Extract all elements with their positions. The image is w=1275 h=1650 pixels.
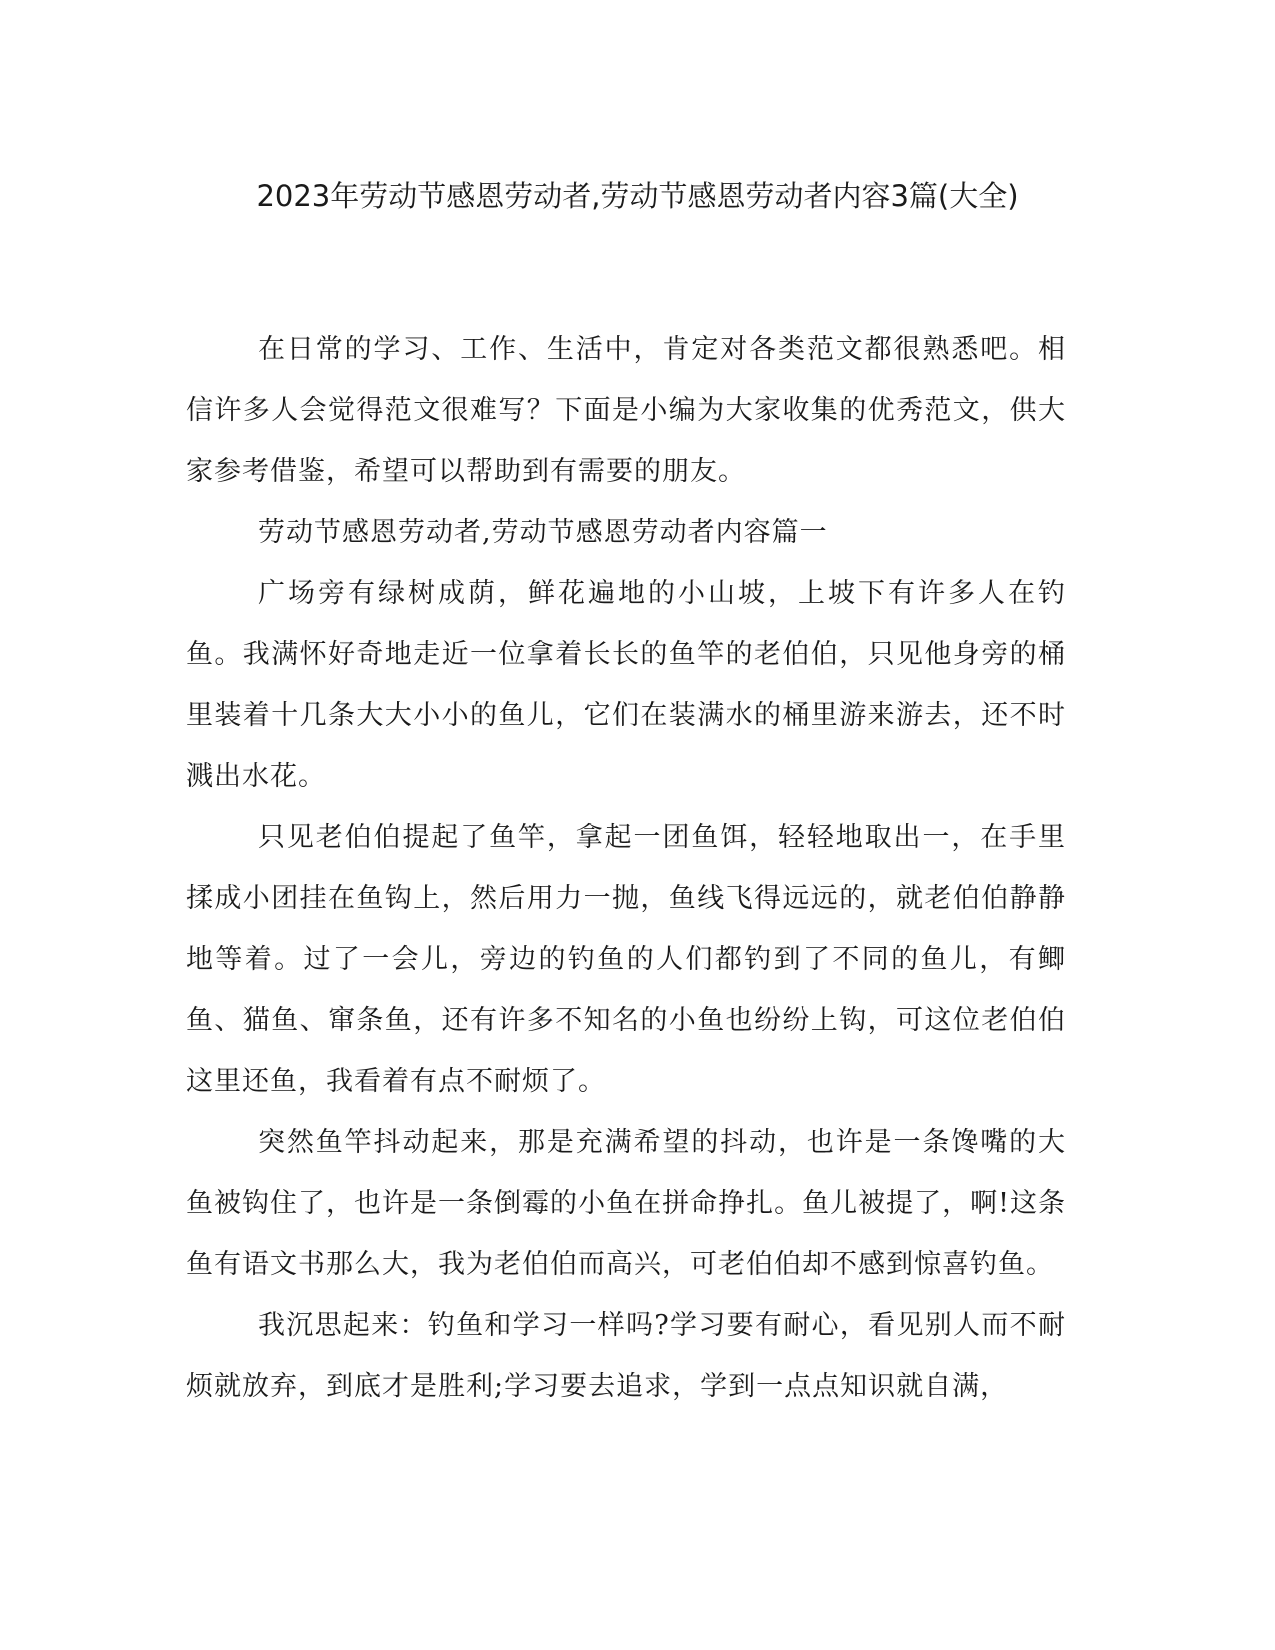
paragraph-1: 广场旁有绿树成荫，鲜花遍地的小山坡，上坡下有许多人在钓鱼。我满怀好奇地走近一位拿着长长的鱼竿的老伯伯，只见他身旁的桶里装着十几条大大小小的鱼儿，它们在装满水的桶里游来游去，还不时溅出水花。	[186, 578, 1066, 792]
paragraph-4: 我沉思起来：钓鱼和学习一样吗?学习要有耐心，看见别人而不耐烦就放弃，到底才是胜利;学习要去追求，学到一点点知识就自满，	[186, 1310, 1066, 1402]
paragraph-2: 只见老伯伯提起了鱼竿，拿起一团鱼饵，轻轻地取出一，在手里揉成小团挂在鱼钩上，然后用力一抛，鱼线飞得远远的，就老伯伯静静地等着。过了一会儿，旁边的钓鱼的人们都钓到了不同的鱼儿，有鲫鱼、猫鱼、窜条鱼，还有许多不知名的小鱼也纷纷上钩，可这位老伯伯这里还鱼，我看着有点不耐烦了。	[186, 822, 1066, 1097]
paragraph-section-heading: 劳动节感恩劳动者,劳动节感恩劳动者内容篇一	[258, 517, 828, 548]
document-title: 2023年劳动节感恩劳动者,劳动节感恩劳动者内容3篇(大全)	[256, 179, 1019, 213]
paragraph-intro: 在日常的学习、工作、生活中，肯定对各类范文都很熟悉吧。相信许多人会觉得范文很难写？下面是小编为大家收集的优秀范文，供大家参考借鉴，希望可以帮助到有需要的朋友。	[186, 334, 1066, 487]
document-body	[186, 319, 1066, 1417]
paragraph-3: 突然鱼竿抖动起来，那是充满希望的抖动，也许是一条馋嘴的大鱼被钩住了，也许是一条倒霉的小鱼在拼命挣扎。鱼儿被提了，啊!这条鱼有语文书那么大，我为老伯伯而高兴，可老伯伯却不感到惊喜钓鱼。	[186, 1127, 1066, 1280]
